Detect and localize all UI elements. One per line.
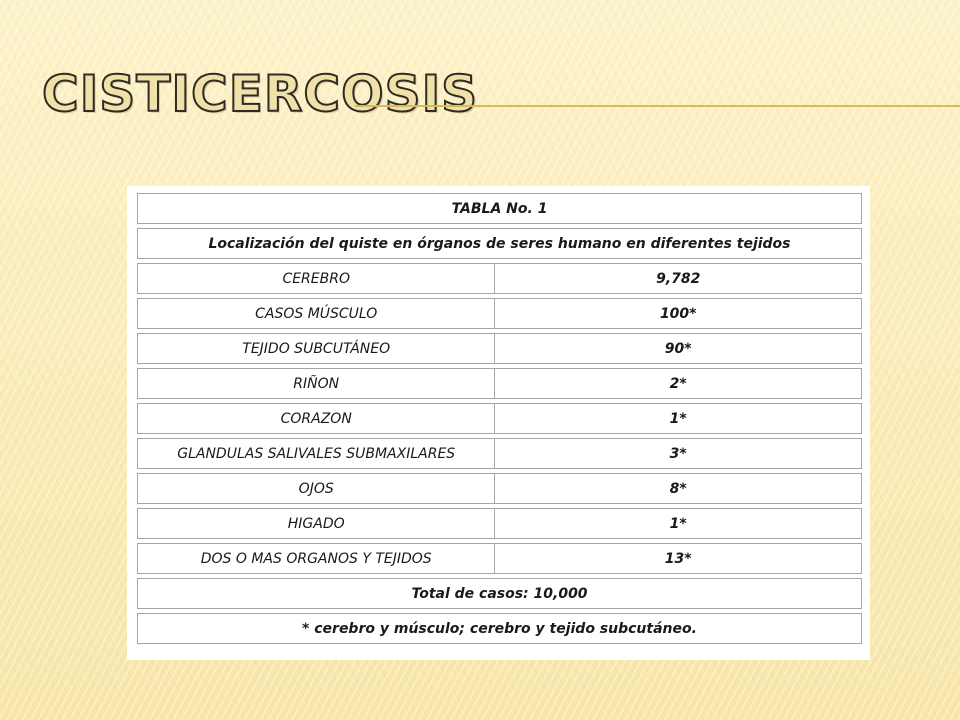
organ-cell: CORAZON — [137, 403, 494, 434]
table-row — [137, 508, 862, 539]
table-footnote: * cerebro y músculo; cerebro y tejido subcutáneo. — [137, 613, 862, 644]
cases-cell: 9,782 — [494, 263, 862, 294]
table-footnote-row — [137, 613, 862, 644]
cysticercosis-table — [137, 189, 862, 648]
table-caption-row — [137, 193, 862, 224]
organ-cell: CASOS MÚSCULO — [137, 298, 494, 329]
cases-cell: 8* — [494, 473, 862, 504]
title-divider — [355, 105, 960, 107]
table-image — [127, 186, 870, 660]
cases-cell: 100* — [494, 298, 862, 329]
table-row — [137, 403, 862, 434]
organ-cell: TEJIDO SUBCUTÁNEO — [137, 333, 494, 364]
table-row — [137, 333, 862, 364]
table-caption: TABLA No. 1 — [137, 193, 862, 224]
organ-cell: GLANDULAS SALIVALES SUBMAXILARES — [137, 438, 494, 469]
table-row — [137, 543, 862, 574]
cases-cell: 1* — [494, 508, 862, 539]
organ-cell: DOS O MAS ORGANOS Y TEJIDOS — [137, 543, 494, 574]
table-heading: Localización del quiste en órganos de seres humano en diferentes tejidos — [137, 228, 862, 259]
table-row — [137, 263, 862, 294]
organ-cell: CEREBRO — [137, 263, 494, 294]
table-row — [137, 368, 862, 399]
table-row — [137, 298, 862, 329]
cases-cell: 90* — [494, 333, 862, 364]
slide-title: CISTICERCOSIS — [42, 65, 479, 123]
organ-cell: HIGADO — [137, 508, 494, 539]
table-heading-row — [137, 228, 862, 259]
table-total-row — [137, 578, 862, 609]
cases-cell: 3* — [494, 438, 862, 469]
organ-cell: OJOS — [137, 473, 494, 504]
table-row — [137, 473, 862, 504]
cases-cell: 13* — [494, 543, 862, 574]
table-row — [137, 438, 862, 469]
table-total: Total de casos: 10,000 — [137, 578, 862, 609]
cases-cell: 2* — [494, 368, 862, 399]
organ-cell: RIÑON — [137, 368, 494, 399]
cases-cell: 1* — [494, 403, 862, 434]
